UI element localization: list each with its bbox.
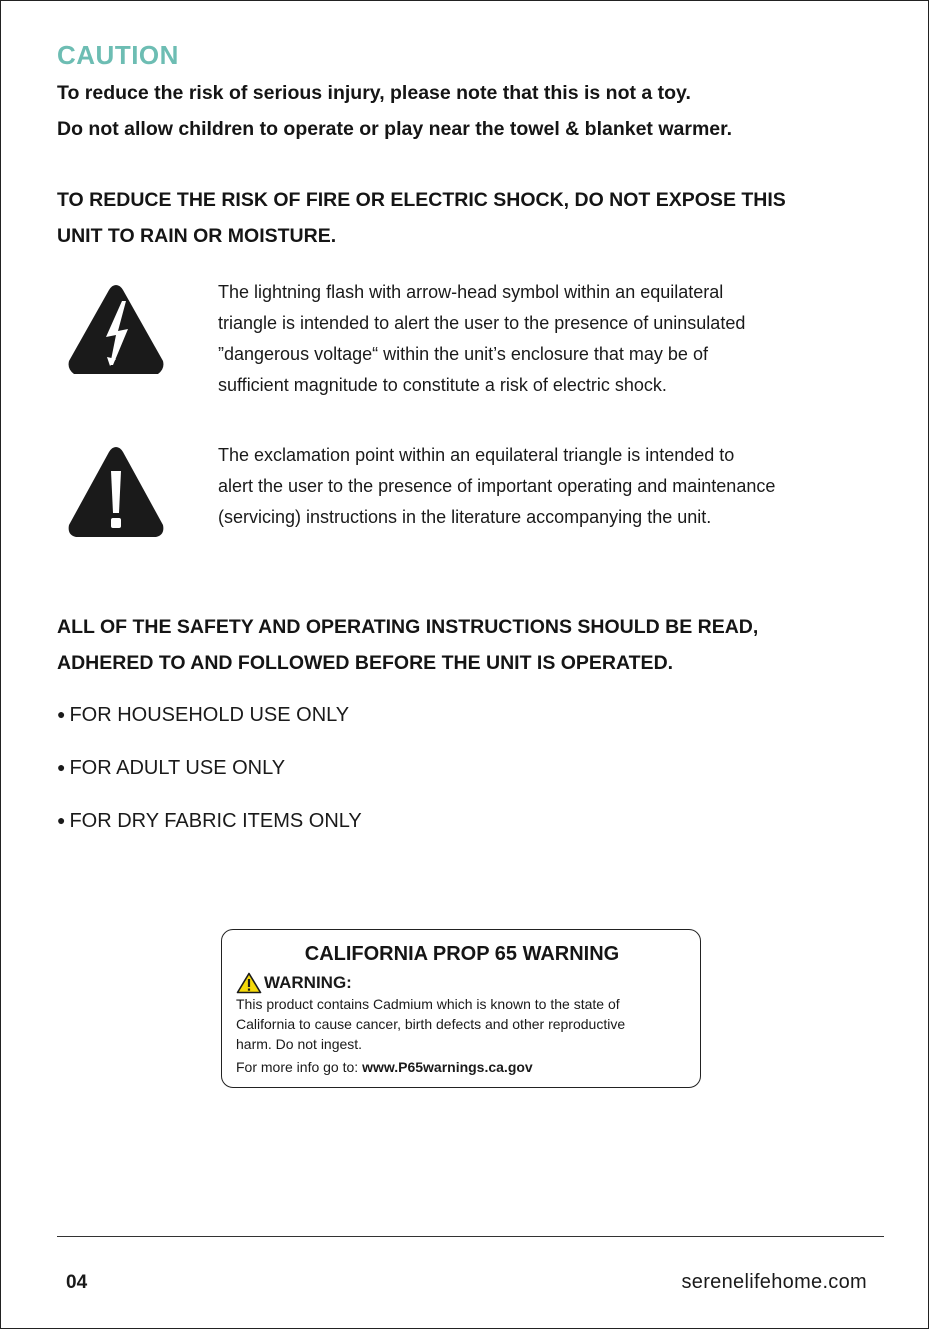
bullet-text: FOR ADULT USE ONLY	[69, 757, 286, 779]
prop65-info	[236, 1059, 533, 1075]
prop65-body-line: This product contains Cadmium which is known to the state of	[236, 996, 620, 1012]
caution-line-2: Do not allow children to operate or play near the towel & blanket warmer.	[57, 118, 733, 140]
exclamation-description-line: The exclamation point within an equilateral triangle is intended to	[218, 445, 735, 465]
footer-website: serenelifehome.com	[681, 1271, 867, 1293]
caution-heading: CAUTION	[57, 40, 179, 70]
prop65-body-line: California to cause cancer, birth defects and other reproductive	[236, 1016, 626, 1032]
lightning-description-line: triangle is intended to alert the user to the presence of uninsulated	[218, 313, 746, 333]
lightning-description-line: The lightning flash with arrow-head symbol within an equilateral	[218, 282, 724, 302]
lightning-description-line: ”dangerous voltage“ within the unit’s enclosure that may be of	[218, 344, 708, 364]
exclamation-warning-icon	[66, 445, 166, 539]
page-number: 04	[66, 1272, 88, 1293]
prop65-info-link[interactable]: www.P65warnings.ca.gov	[362, 1059, 533, 1075]
instructions-line-1: ALL OF THE SAFETY AND OPERATING INSTRUCTIONS SHOULD BE READ,	[57, 616, 759, 638]
prop65-body	[236, 994, 696, 1054]
bullet-text: FOR HOUSEHOLD USE ONLY	[69, 704, 350, 726]
fire-warning-line-1: TO REDUCE THE RISK OF FIRE OR ELECTRIC SHOCK, DO NOT EXPOSE THIS	[57, 189, 786, 211]
exclamation-description	[218, 440, 868, 533]
fire-warning-line-2: UNIT TO RAIN OR MOISTURE.	[57, 225, 337, 247]
prop65-warning-row	[236, 971, 352, 995]
prop65-warning-label: WARNING:	[264, 973, 352, 992]
bullet-adult	[57, 757, 285, 780]
exclamation-description-line: alert the user to the presence of important operating and maintenance	[218, 476, 776, 496]
prop65-body-line: harm. Do not ingest.	[236, 1036, 363, 1052]
caution-line-1: To reduce the risk of serious injury, please note that this is not a toy.	[57, 82, 691, 104]
yellow-warning-icon	[236, 972, 262, 994]
prop65-warning-box	[221, 929, 701, 1088]
bullet-dry-fabric	[57, 810, 362, 833]
bullet-dot-icon: ●	[57, 812, 66, 828]
bullet-household	[57, 704, 349, 727]
bullet-dot-icon: ●	[57, 759, 66, 775]
lightning-warning-icon	[66, 281, 166, 375]
prop65-title: CALIFORNIA PROP 65 WARNING	[304, 943, 620, 965]
bullet-dot-icon: ●	[57, 706, 66, 722]
instructions-line-2: ADHERED TO AND FOLLOWED BEFORE THE UNIT IS OPERATED.	[57, 652, 674, 674]
exclamation-description-line: (servicing) instructions in the literature accompanying the unit.	[218, 507, 712, 527]
bullet-text: FOR DRY FABRIC ITEMS ONLY	[69, 810, 362, 832]
lightning-description	[218, 277, 868, 401]
footer-divider	[57, 1236, 884, 1237]
lightning-description-line: sufficient magnitude to constitute a risk of electric shock.	[218, 375, 667, 395]
prop65-info-prefix: For more info go to:	[236, 1059, 363, 1075]
